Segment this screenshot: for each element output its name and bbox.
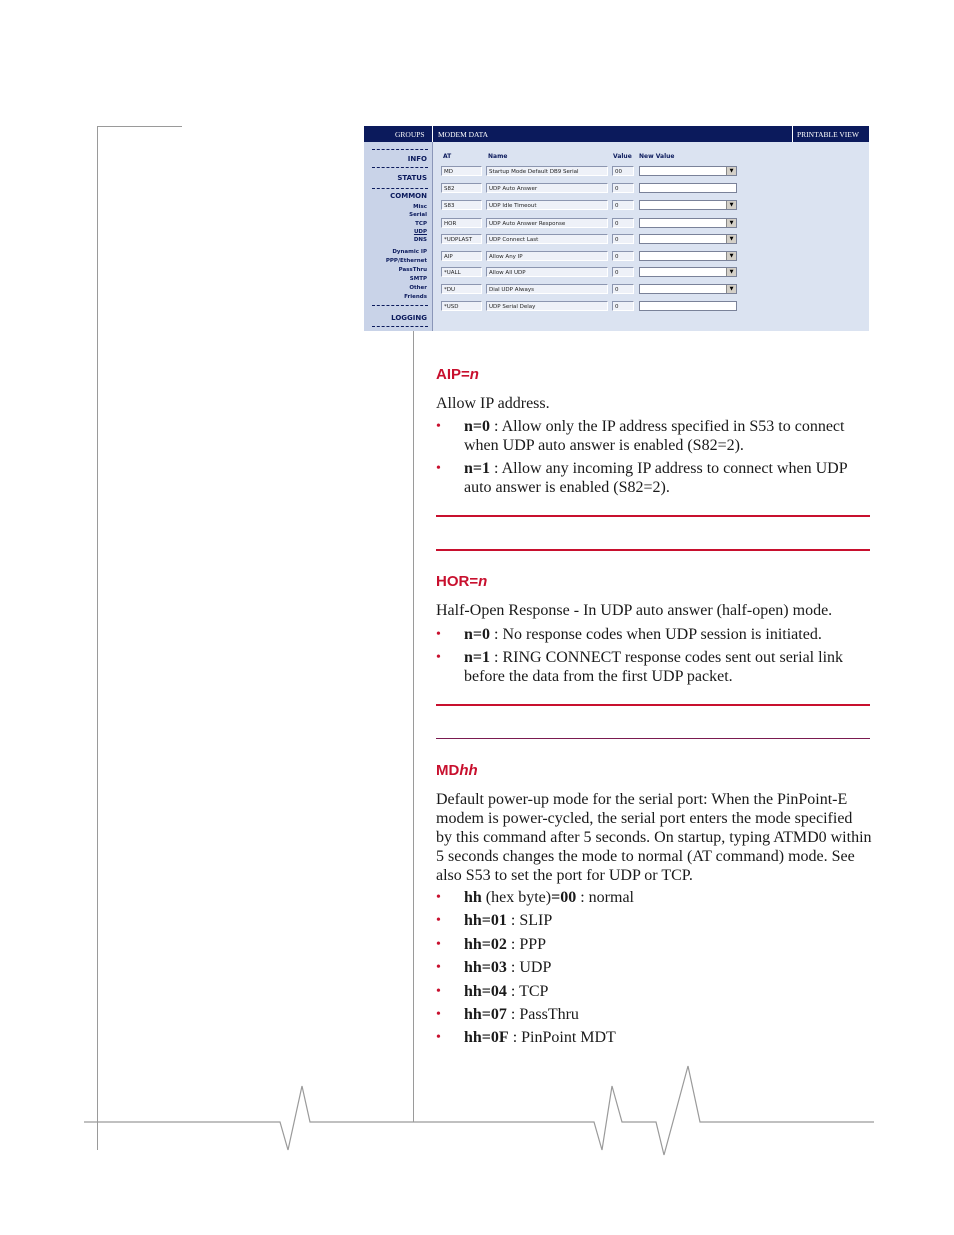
column-divider [413, 331, 414, 1122]
nav-dynamic-ip[interactable]: Dynamic IP [392, 249, 427, 255]
row-at-code: MD [441, 166, 482, 176]
new-value-select[interactable] [639, 251, 737, 261]
hor-description: Half-Open Response - In UDP auto answer (half-open) mode. [436, 602, 833, 619]
header-bar [364, 126, 869, 142]
chevron-down-icon[interactable]: ▼ [726, 235, 736, 243]
modem-data-tab[interactable]: MODEM DATA [438, 130, 489, 139]
nav-status[interactable]: STATUS [397, 174, 427, 182]
nav-friends[interactable]: Friends [404, 294, 427, 300]
row-name: UDP Connect Last [486, 234, 608, 244]
section-rule [436, 515, 870, 517]
section-rule [436, 704, 870, 706]
column-value: Value [613, 153, 632, 160]
groups-sidebar [364, 142, 432, 331]
nav-tcp[interactable]: TCP [415, 221, 427, 227]
row-at-code: AIP [441, 251, 482, 261]
row-at-code: S83 [441, 200, 482, 210]
new-value-select[interactable] [639, 166, 737, 176]
row-value: 0 [612, 284, 634, 294]
modem-web-ui-screenshot [364, 126, 869, 331]
column-name: Name [488, 153, 508, 160]
nav-ppp-ethernet[interactable]: PPP/Ethernet [385, 258, 427, 264]
aip-description: Allow IP address. [436, 395, 550, 412]
new-value-select[interactable] [639, 200, 737, 210]
section-rule [436, 738, 870, 739]
new-value-select[interactable] [639, 284, 737, 294]
row-at-code: *USD [441, 301, 482, 311]
row-name: UDP Auto Answer [486, 183, 608, 193]
row-name: Startup Mode Default DB9 Serial [486, 166, 608, 176]
nav-udp[interactable]: UDP [413, 229, 427, 235]
groups-label: GROUPS [395, 130, 425, 139]
chevron-down-icon[interactable]: ▼ [726, 167, 736, 175]
printable-view-link[interactable]: PRINTABLE VIEW [797, 130, 859, 139]
nav-common[interactable]: COMMON [390, 192, 427, 200]
chevron-down-icon[interactable]: ▼ [726, 285, 736, 293]
nav-logging[interactable]: LOGGING [391, 314, 427, 322]
row-value: 0 [612, 301, 634, 311]
new-value-select[interactable] [639, 234, 737, 244]
row-value: 00 [612, 166, 634, 176]
hor-command-heading: HOR=n [436, 573, 488, 590]
row-at-code: *UALL [441, 267, 482, 277]
chevron-down-icon[interactable]: ▼ [726, 201, 736, 209]
row-at-code: S82 [441, 183, 482, 193]
page-left-border [97, 126, 98, 1150]
nav-misc[interactable]: Misc [413, 204, 427, 210]
section-rule [436, 549, 870, 551]
row-value: 0 [612, 218, 634, 228]
column-new-value: New Value [639, 153, 675, 160]
row-value: 0 [612, 251, 634, 261]
row-name: UDP Serial Delay [486, 301, 608, 311]
chevron-down-icon[interactable]: ▼ [726, 219, 736, 227]
md-command-heading: MDhh [436, 762, 478, 779]
row-at-code: *UDPLAST [441, 234, 482, 244]
nav-info[interactable]: INFO [407, 155, 427, 163]
row-name: UDP Auto Answer Response [486, 218, 608, 228]
nav-other[interactable]: Other [409, 285, 427, 291]
row-name: Allow All UDP [486, 267, 608, 277]
chevron-down-icon[interactable]: ▼ [726, 268, 736, 276]
new-value-select[interactable] [639, 218, 737, 228]
row-at-code: HOR [441, 218, 482, 228]
new-value-input[interactable] [639, 301, 737, 311]
row-at-code: *DU [441, 284, 482, 294]
footer-heartbeat-line [84, 1060, 874, 1160]
new-value-select[interactable] [639, 267, 737, 277]
column-at: AT [443, 153, 452, 160]
page-top-tick [97, 126, 182, 127]
row-name: Allow Any IP [486, 251, 608, 261]
aip-command-heading: AIP=n [436, 366, 479, 383]
row-value: 0 [612, 267, 634, 277]
md-description: Default power-up mode for the serial port: When the PinPoint-E modem is power-cycled, the serial port enters the mode specified by this command after 5 seconds. On startup, typing ATMD0 within 5 seconds changes the mode to normal (AT command) mode. See also S53 to set the port for UDP or TCP. [436, 791, 872, 884]
row-value: 0 [612, 234, 634, 244]
nav-smtp[interactable]: SMTP [409, 276, 427, 282]
chevron-down-icon[interactable]: ▼ [726, 252, 736, 260]
nav-passthru[interactable]: PassThru [398, 267, 427, 273]
row-value: 0 [612, 183, 634, 193]
row-name: Dial UDP Always [486, 284, 608, 294]
row-name: UDP Idle Timeout [486, 200, 608, 210]
row-value: 0 [612, 200, 634, 210]
new-value-input[interactable] [639, 183, 737, 193]
nav-dns[interactable]: DNS [413, 237, 427, 243]
nav-serial[interactable]: Serial [409, 212, 427, 218]
